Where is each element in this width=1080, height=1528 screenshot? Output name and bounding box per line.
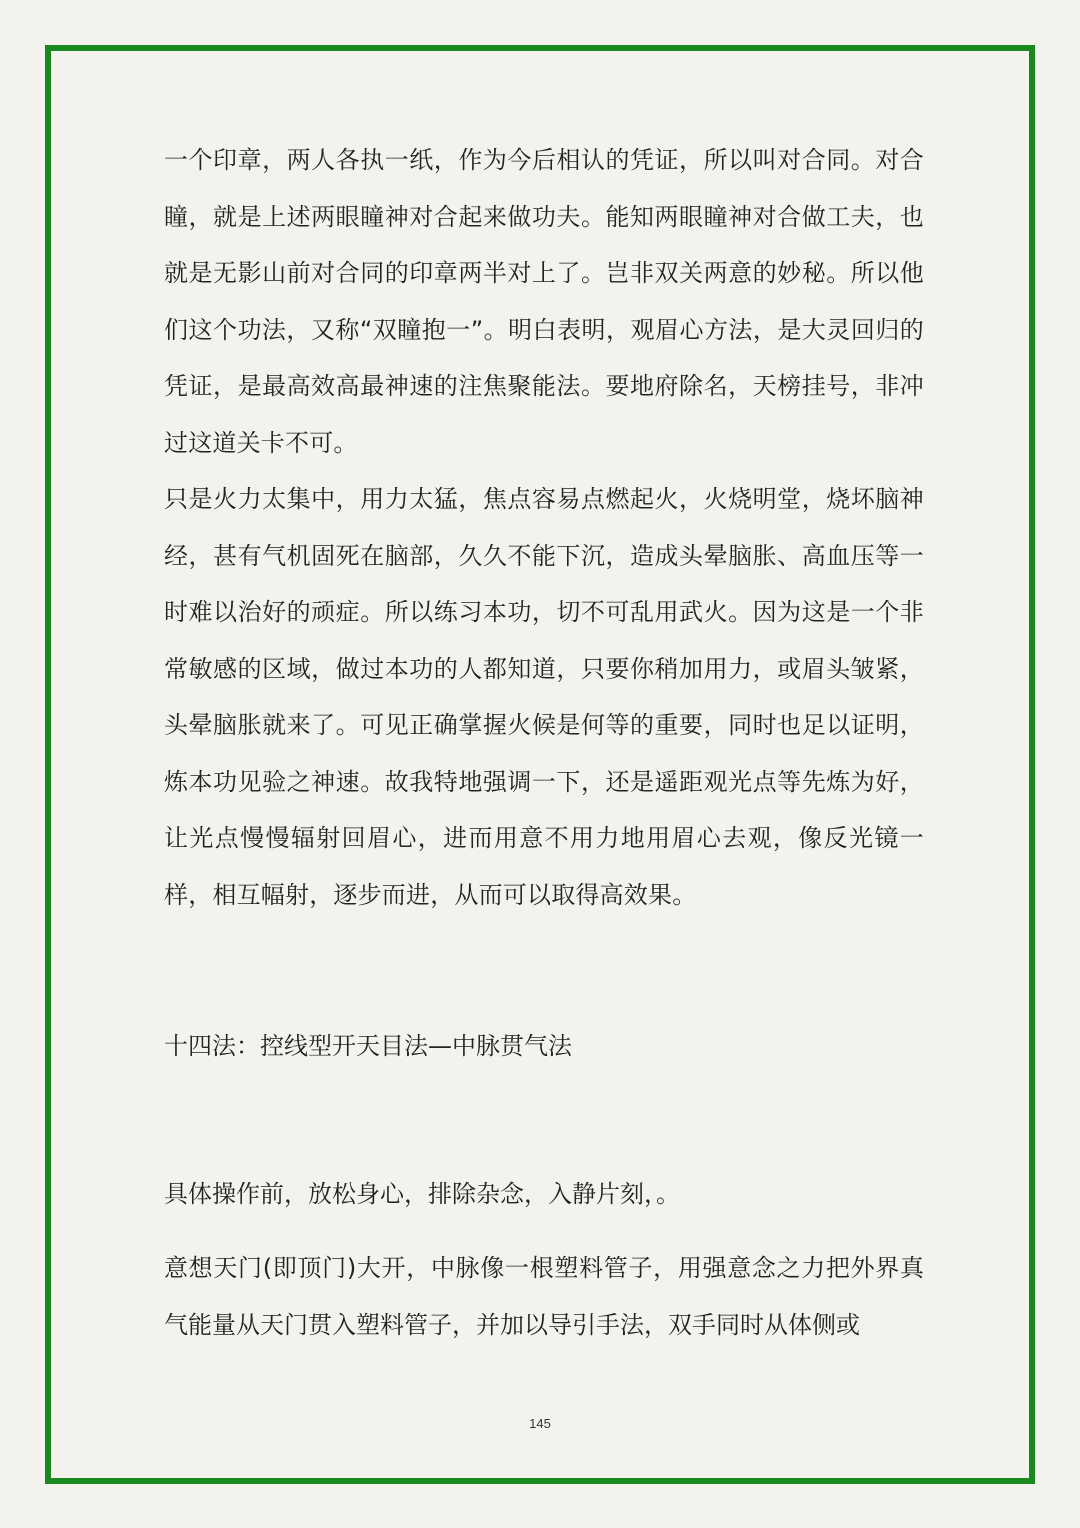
paragraph: 只是火力太集中，用力太猛，焦点容易点燃起火，火烧明堂，烧坏脑神经，甚有气机固死在脑部，久久不能下沉，造成头晕脑胀、高血压等一时难以治好的顽症。所以练习本功，切不可乱用武火。因为这是一个非常敏感的区域，做过本功的人都知道，只要你稍加用力，或眉头皱紧，头晕脑胀就来了。可见正确掌握火候是何等的重要，同时也足以证明，炼本功见验之神速。故我特地强调一下，还是遥距观光点等先炼为好，让光点慢慢辐射回眉心，进而用意不用力地用眉心去观，像反光镜一样，相互幅射，逐步而进，从而可以取得高效果。 bbox=[164, 485, 924, 909]
page-number: 145 bbox=[529, 1416, 551, 1431]
document-body bbox=[164, 132, 924, 923]
section-heading: 十四法：控线型开天目法—中脉贯气法 bbox=[164, 1032, 572, 1060]
paragraph: 具体操作前，放松身心，排除杂念，入静片刻，。 bbox=[164, 1180, 680, 1208]
paragraph: 意想天门(即顶门)大开，中脉像一根塑料管子，用强意念之力把外界真气能量从天门贯入塑料管子，并加以导引手法，双手同时从体侧或 bbox=[164, 1254, 924, 1339]
paragraph: 一个印章，两人各执一纸，作为今后相认的凭证，所以叫对合同。对合瞳，就是上述两眼瞳神对合起来做功夫。能知两眼瞳神对合做工夫，也就是无影山前对合同的印章两半对上了。岂非双关两意的妙秘。所以他们这个功法，又称“双瞳抱一”。明白表明，观眉心方法，是大灵回归的凭证，是最高效高最神速的注焦聚能法。要地府除名，天榜挂号，非冲过这道关卡不可。 bbox=[164, 146, 924, 457]
